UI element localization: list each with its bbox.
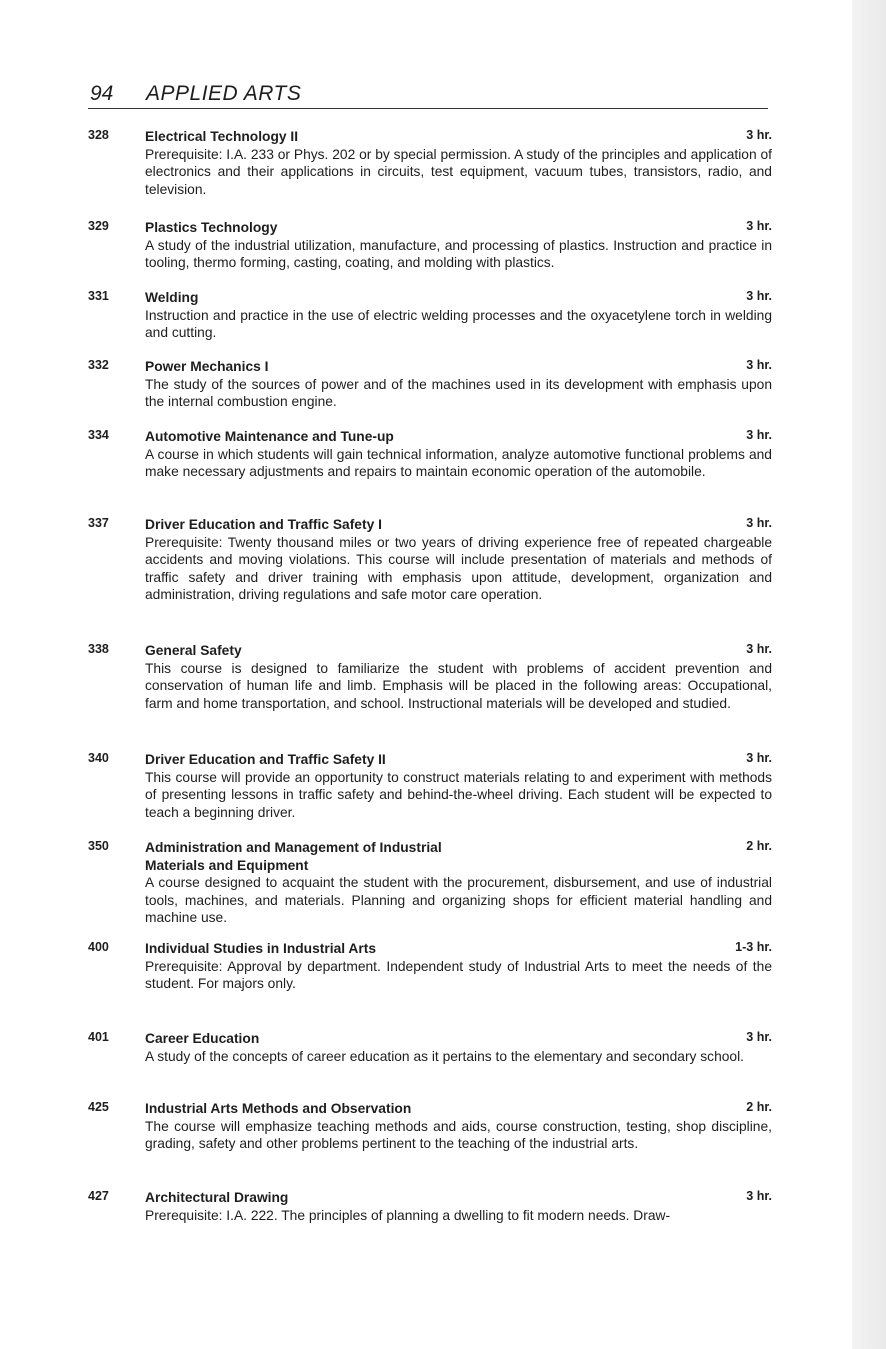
- course-title: General Safety: [145, 643, 242, 658]
- course-entry-340: [88, 751, 772, 821]
- course-description: A course designed to acquaint the student with the procurement, disbursement, and use of industrial tools, machines, and materials. Planning and organizing shops for efficient material handling and machine use.: [145, 875, 772, 925]
- section-title: APPLIED ARTS: [146, 82, 302, 105]
- course-title: Career Education: [145, 1031, 260, 1046]
- course-title: Architectural Drawing: [145, 1190, 289, 1205]
- course-hours: 1-3 hr.: [735, 940, 772, 954]
- course-title: Administration and Management of Industrial Materials and Equipment: [145, 840, 442, 873]
- course-number: 328: [88, 128, 109, 142]
- course-entry-337: [88, 516, 772, 604]
- course-description: The course will emphasize teaching methods and aids, course construction, testing, shop discipline, grading, safety and other problems pertinent to the teaching of the industrial arts.: [145, 1118, 772, 1151]
- course-entry-350: [88, 839, 772, 927]
- page-edge-shadow: [852, 0, 886, 1349]
- course-number: 350: [88, 839, 109, 853]
- course-number: 401: [88, 1030, 109, 1044]
- course-description: Prerequisite: I.A. 222. The principles of planning a dwelling to fit modern needs. Draw-: [145, 1207, 671, 1223]
- course-hours: 3 hr.: [746, 128, 772, 142]
- course-number: 334: [88, 428, 109, 442]
- course-title: Welding: [145, 290, 199, 305]
- course-title: Driver Education and Traffic Safety I: [145, 517, 382, 532]
- course-entry-400: [88, 940, 772, 993]
- course-description: A study of the industrial utilization, manufacture, and processing of plastics. Instruction and practice in tooling, thermo forming, casting, coating, and molding with plastics.: [145, 237, 772, 270]
- course-entry-425: [88, 1100, 772, 1153]
- course-number: 331: [88, 289, 109, 303]
- course-title: Plastics Technology: [145, 220, 278, 235]
- course-description: Prerequisite: Approval by department. Independent study of Industrial Arts to meet the needs of the student. For majors only.: [145, 958, 772, 991]
- course-number: 329: [88, 219, 109, 233]
- course-hours: 3 hr.: [746, 219, 772, 233]
- course-hours: 3 hr.: [746, 358, 772, 372]
- course-number: 425: [88, 1100, 109, 1114]
- course-description: A study of the concepts of career education as it pertains to the elementary and secondary school.: [145, 1048, 744, 1064]
- course-hours: 2 hr.: [746, 1100, 772, 1114]
- course-hours: 3 hr.: [746, 428, 772, 442]
- course-description: This course is designed to familiarize the student with problems of accident prevention and conservation of human life and limb. Emphasis will be placed in the following areas: Occupational, farm and home transportation, and school. Instructional materials will be developed and studied.: [145, 660, 772, 711]
- course-number: 337: [88, 516, 109, 530]
- page-number: 94: [90, 82, 114, 105]
- course-entry-331: [88, 289, 772, 342]
- course-description: Prerequisite: I.A. 233 or Phys. 202 or by special permission. A study of the principles and application of electronics and their applications in circuits, test equipment, vacuum tubes, transistors, radio, and television.: [145, 146, 772, 197]
- course-entry-401: [88, 1030, 772, 1065]
- course-entry-329: [88, 219, 772, 272]
- course-description: Prerequisite: Twenty thousand miles or two years of driving experience free of repeated chargeable accidents and moving violations. This course will include presentation of materials and methods of traffic safety and driver training with emphasis upon attitude, development, organization and administration, driving regulations and safe motor care operation.: [145, 534, 772, 602]
- course-number: 427: [88, 1189, 109, 1203]
- course-title: Industrial Arts Methods and Observation: [145, 1101, 412, 1116]
- course-hours: 3 hr.: [746, 516, 772, 530]
- page-header: [88, 82, 768, 109]
- course-number: 338: [88, 642, 109, 656]
- course-number: 400: [88, 940, 109, 954]
- course-entry-332: [88, 358, 772, 411]
- course-hours: 3 hr.: [746, 751, 772, 765]
- course-hours: 3 hr.: [746, 1030, 772, 1044]
- course-entry-427: [88, 1189, 772, 1224]
- course-description: This course will provide an opportunity to construct materials relating to and experiment with methods of presenting lessons in traffic safety and behind-the-wheel driving. Each student will be expected to teach a beginning driver.: [145, 769, 772, 820]
- course-title: Power Mechanics I: [145, 359, 269, 374]
- course-number: 332: [88, 358, 109, 372]
- course-title: Driver Education and Traffic Safety II: [145, 752, 386, 767]
- course-description: A course in which students will gain technical information, analyze automotive functional problems and make necessary adjustments and repairs to maintain economic operation of the automobile.: [145, 446, 772, 479]
- course-title: Automotive Maintenance and Tune-up: [145, 429, 394, 444]
- course-description: Instruction and practice in the use of electric welding processes and the oxyacetylene torch in welding and cutting.: [145, 307, 772, 340]
- course-entry-334: [88, 428, 772, 481]
- course-number: 340: [88, 751, 109, 765]
- course-hours: 3 hr.: [746, 642, 772, 656]
- course-hours: 2 hr.: [746, 839, 772, 853]
- course-title: Electrical Technology II: [145, 129, 299, 144]
- course-hours: 3 hr.: [746, 289, 772, 303]
- course-entry-328: [88, 128, 772, 198]
- course-description: The study of the sources of power and of the machines used in its development with emphasis upon the internal combustion engine.: [145, 376, 772, 409]
- course-hours: 3 hr.: [746, 1189, 772, 1203]
- course-title: Individual Studies in Industrial Arts: [145, 941, 376, 956]
- course-entry-338: [88, 642, 772, 712]
